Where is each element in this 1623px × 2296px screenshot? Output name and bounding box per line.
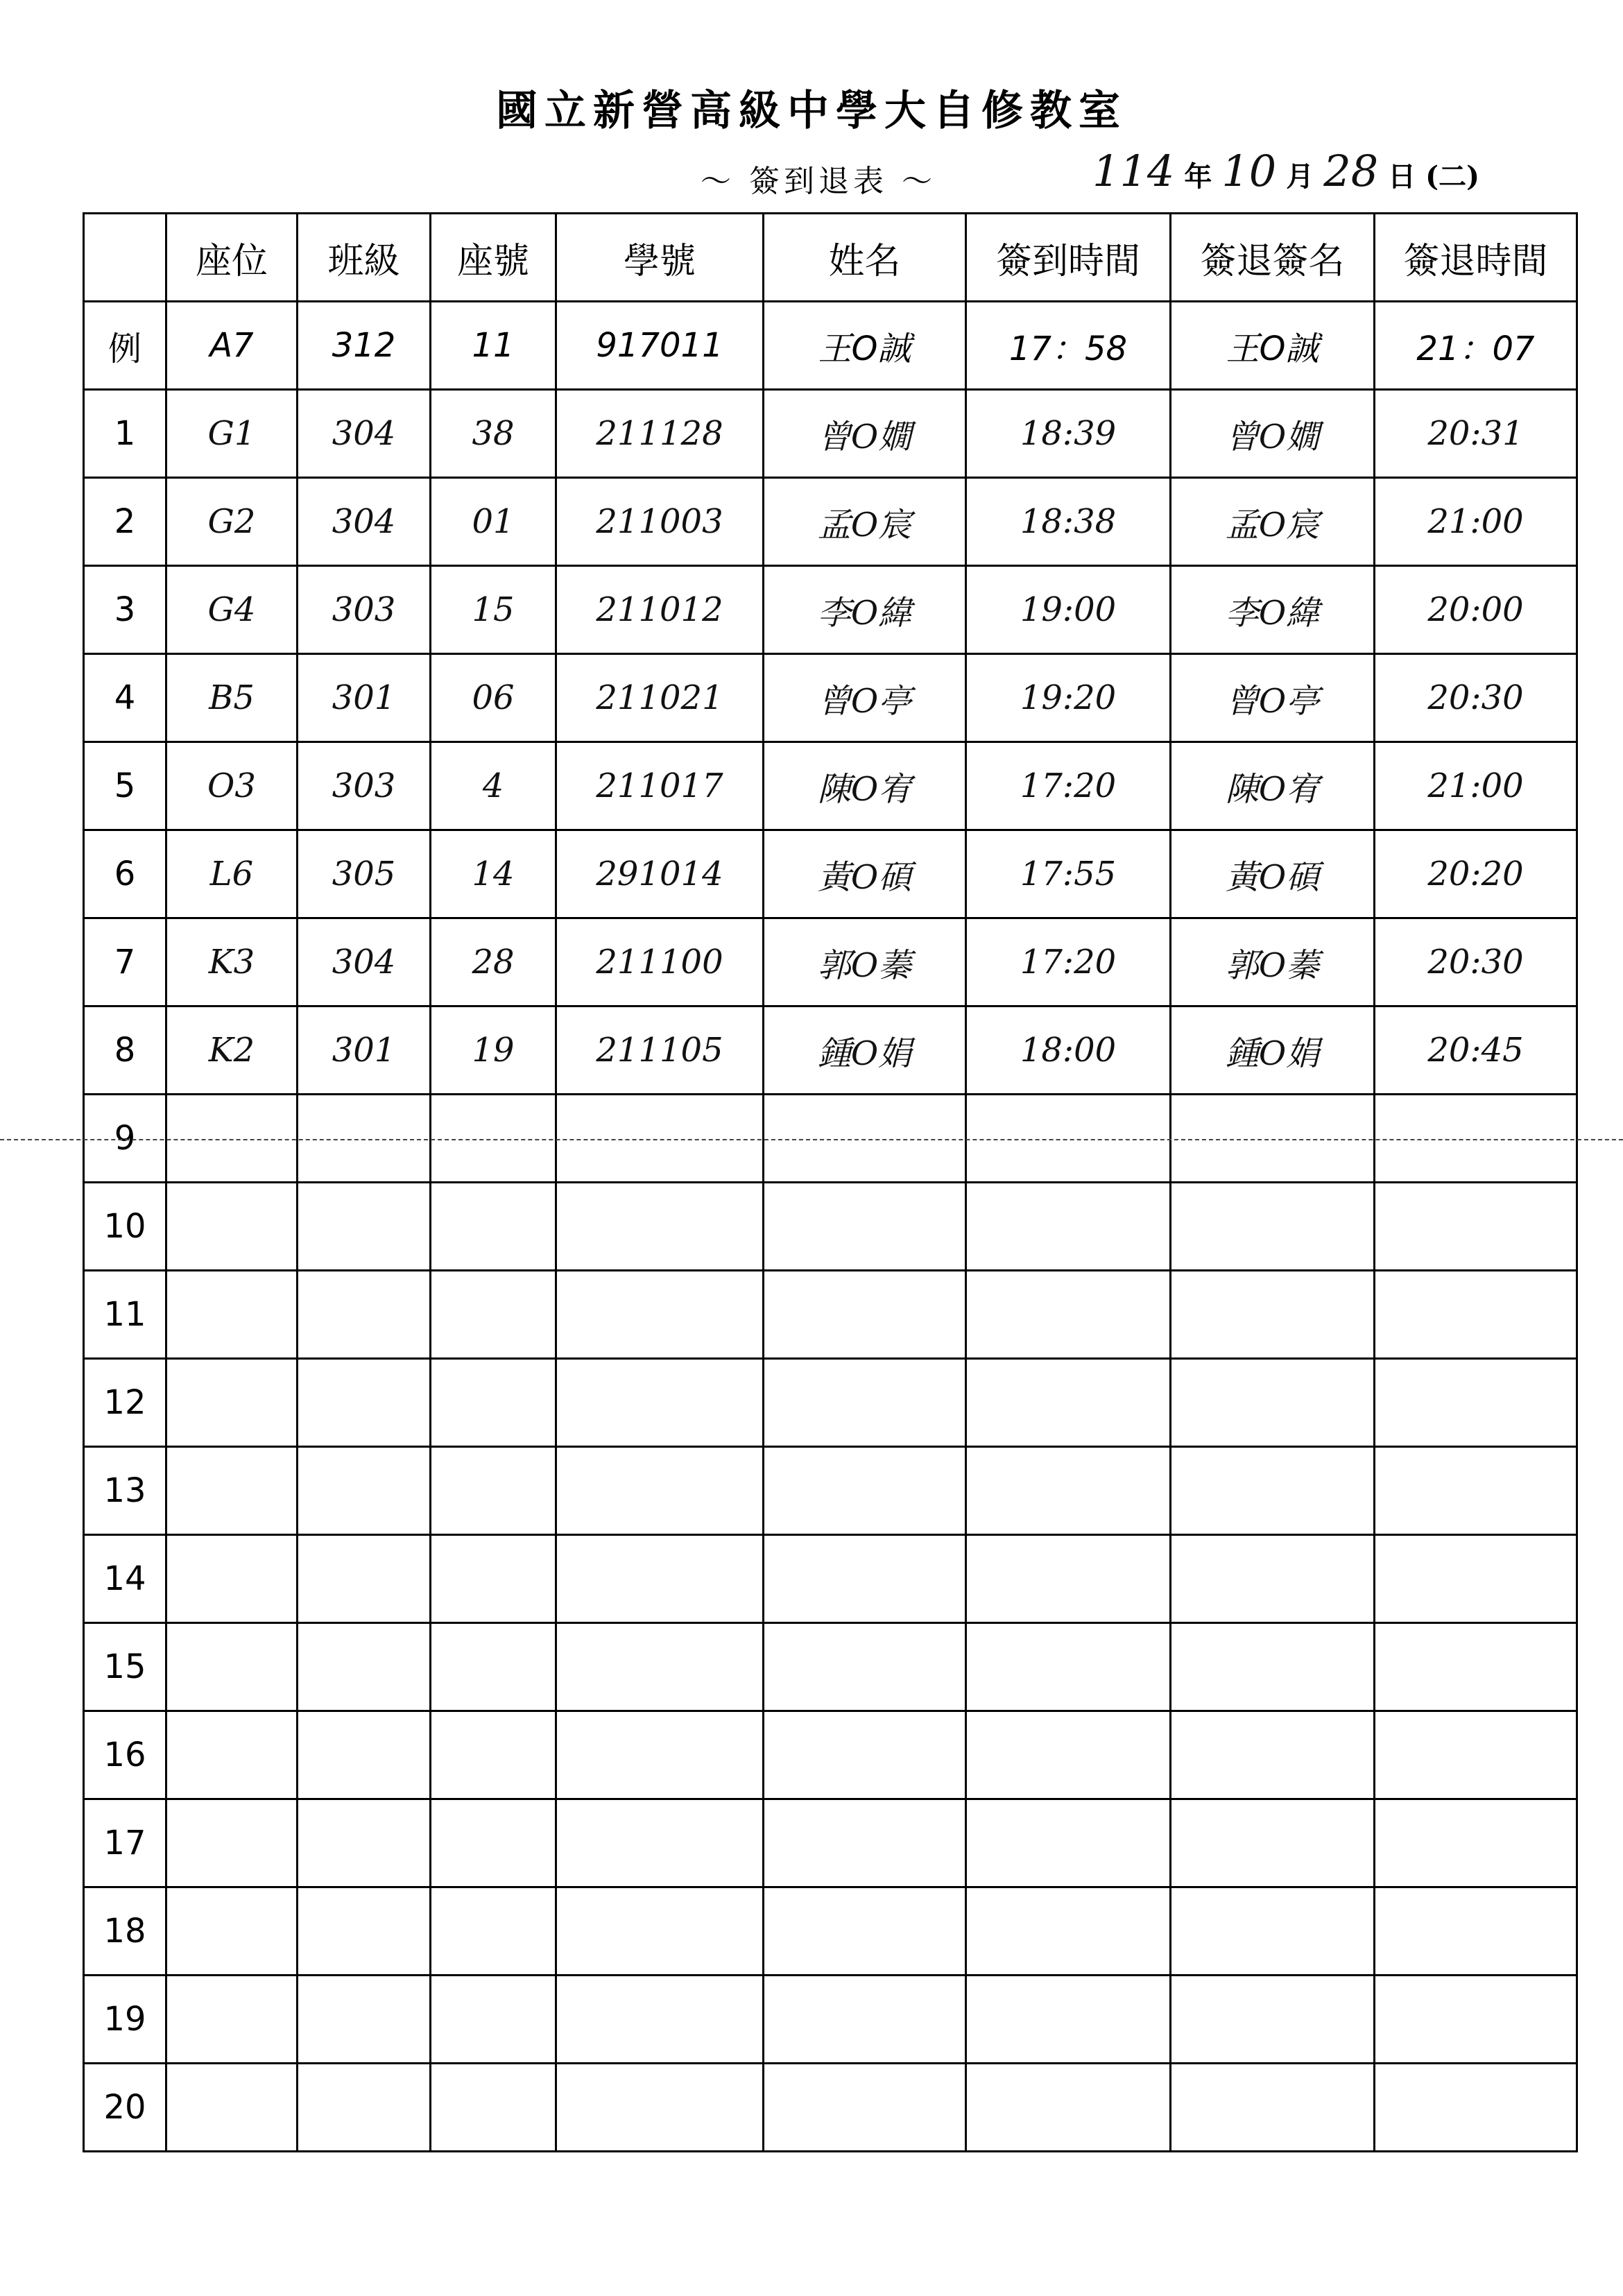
student-id-cell[interactable] <box>556 1359 764 1447</box>
row-number: 11 <box>84 1271 166 1359</box>
class-cell[interactable]: 303 <box>298 742 431 830</box>
col-header-seat: 座位 <box>166 214 298 302</box>
class-cell[interactable] <box>298 1095 431 1183</box>
student-id-cell[interactable] <box>556 1711 764 1799</box>
check-in-cell[interactable] <box>966 1183 1171 1271</box>
name-cell[interactable] <box>764 1799 966 1887</box>
name-cell[interactable] <box>764 1271 966 1359</box>
name-cell[interactable] <box>764 2064 966 2152</box>
seat-no-cell[interactable]: 28 <box>431 918 556 1006</box>
class-cell[interactable] <box>298 1976 431 2064</box>
check-in-cell[interactable] <box>966 1799 1171 1887</box>
col-header-name: 姓名 <box>764 214 966 302</box>
check-in-cell[interactable]: 17:20 <box>966 918 1171 1006</box>
checkout-signature-cell[interactable] <box>1171 1887 1375 1976</box>
row-number: 14 <box>84 1535 166 1623</box>
class-cell[interactable]: 303 <box>298 566 431 654</box>
check-out-cell[interactable] <box>1375 1535 1577 1623</box>
month-label: 月 <box>1286 160 1314 193</box>
row-number: 1 <box>84 390 166 478</box>
example-class: 312 <box>298 302 431 390</box>
class-cell[interactable] <box>298 1535 431 1623</box>
class-cell[interactable] <box>298 1623 431 1711</box>
row-number: 9 <box>84 1095 166 1183</box>
seat-cell[interactable] <box>166 1183 298 1271</box>
checkout-signature-cell[interactable] <box>1171 1183 1375 1271</box>
col-header-student-id: 學號 <box>556 214 764 302</box>
checkout-signature-cell[interactable] <box>1171 2064 1375 2152</box>
checkout-signature-cell[interactable]: 曾O嫺 <box>1171 390 1375 478</box>
seat-cell[interactable] <box>166 1711 298 1799</box>
col-header-seat-no: 座號 <box>431 214 556 302</box>
table-row <box>84 1799 1577 1887</box>
row-number: 4 <box>84 654 166 742</box>
seat-no-cell[interactable] <box>431 1271 556 1359</box>
check-in-cell[interactable] <box>966 1623 1171 1711</box>
row-number: 18 <box>84 1887 166 1976</box>
check-in-cell[interactable] <box>966 1887 1171 1976</box>
seat-no-cell[interactable]: 38 <box>431 390 556 478</box>
check-out-cell[interactable] <box>1375 1271 1577 1359</box>
class-cell[interactable] <box>298 1183 431 1271</box>
name-cell[interactable] <box>764 1976 966 2064</box>
seat-no-cell[interactable] <box>431 1887 556 1976</box>
date-year: 114 <box>1092 146 1175 196</box>
check-in-cell[interactable]: 19:00 <box>966 566 1171 654</box>
student-id-cell[interactable]: 211128 <box>556 390 764 478</box>
student-id-cell[interactable]: 211003 <box>556 478 764 566</box>
date-day: 28 <box>1323 146 1379 196</box>
check-in-cell[interactable]: 18:38 <box>966 478 1171 566</box>
check-out-cell[interactable] <box>1375 1976 1577 2064</box>
table-row <box>84 1623 1577 1711</box>
check-out-cell[interactable] <box>1375 1447 1577 1535</box>
check-out-cell[interactable] <box>1375 1887 1577 1976</box>
table-row <box>84 1006 1577 1095</box>
check-in-cell[interactable]: 19:20 <box>966 654 1171 742</box>
row-number: 8 <box>84 1006 166 1095</box>
table-row <box>84 390 1577 478</box>
table-row <box>84 1271 1577 1359</box>
seat-cell[interactable] <box>166 1799 298 1887</box>
check-in-cell[interactable] <box>966 1976 1171 2064</box>
row-number: 5 <box>84 742 166 830</box>
table-row <box>84 1887 1577 1976</box>
name-cell[interactable]: 曾O嫺 <box>764 390 966 478</box>
seat-no-cell[interactable] <box>431 1799 556 1887</box>
checkout-signature-cell[interactable] <box>1171 1711 1375 1799</box>
class-cell[interactable]: 301 <box>298 1006 431 1095</box>
class-cell[interactable] <box>298 1271 431 1359</box>
seat-cell[interactable] <box>166 1095 298 1183</box>
name-cell[interactable] <box>764 1447 966 1535</box>
class-cell[interactable] <box>298 2064 431 2152</box>
table-row <box>84 1535 1577 1623</box>
checkout-signature-cell[interactable]: 黃O碩 <box>1171 830 1375 918</box>
seat-no-cell[interactable] <box>431 1711 556 1799</box>
student-id-cell[interactable]: 211012 <box>556 566 764 654</box>
table-row <box>84 1447 1577 1535</box>
checkout-signature-cell[interactable] <box>1171 1976 1375 2064</box>
seat-no-cell[interactable]: 06 <box>431 654 556 742</box>
student-id-cell[interactable]: 211021 <box>556 654 764 742</box>
row-number: 7 <box>84 918 166 1006</box>
example-row <box>84 302 1577 390</box>
check-out-cell[interactable] <box>1375 1711 1577 1799</box>
seat-cell[interactable]: O3 <box>166 742 298 830</box>
student-id-cell[interactable] <box>556 1976 764 2064</box>
row-number: 20 <box>84 2064 166 2152</box>
check-out-cell[interactable]: 20:20 <box>1375 830 1577 918</box>
table-row <box>84 742 1577 830</box>
seat-cell[interactable] <box>166 1976 298 2064</box>
seat-no-cell[interactable] <box>431 2064 556 2152</box>
row-number: 16 <box>84 1711 166 1799</box>
page-title: 國立新營高級中學大自修教室 <box>496 87 1127 135</box>
check-out-cell[interactable] <box>1375 1095 1577 1183</box>
checkout-signature-cell[interactable]: 鍾O娟 <box>1171 1006 1375 1095</box>
class-cell[interactable] <box>298 1447 431 1535</box>
table-row <box>84 566 1577 654</box>
day-label: 日 <box>1388 160 1416 193</box>
header-row <box>84 214 1577 302</box>
name-cell[interactable] <box>764 1183 966 1271</box>
seat-no-cell[interactable] <box>431 1976 556 2064</box>
table-row <box>84 1976 1577 2064</box>
sign-in-out-table <box>83 212 1578 2152</box>
student-id-cell[interactable] <box>556 2064 764 2152</box>
row-number: 13 <box>84 1447 166 1535</box>
seat-cell[interactable]: G1 <box>166 390 298 478</box>
student-id-cell[interactable] <box>556 1887 764 1976</box>
table-row <box>84 1095 1577 1183</box>
check-in-cell[interactable] <box>966 1271 1171 1359</box>
check-in-cell[interactable] <box>966 1447 1171 1535</box>
student-id-cell[interactable] <box>556 1535 764 1623</box>
check-out-cell[interactable]: 20:31 <box>1375 390 1577 478</box>
check-out-cell[interactable] <box>1375 2064 1577 2152</box>
example-student-id: 917011 <box>556 302 764 390</box>
student-id-cell[interactable] <box>556 1623 764 1711</box>
row-number: 2 <box>84 478 166 566</box>
date-line <box>1092 146 1479 196</box>
seat-no-cell[interactable] <box>431 1095 556 1183</box>
check-out-cell[interactable] <box>1375 1359 1577 1447</box>
col-header-check-out-time: 簽退時間 <box>1375 214 1577 302</box>
year-label: 年 <box>1184 160 1212 193</box>
check-in-cell[interactable] <box>966 1095 1171 1183</box>
example-check-out: 21：07 <box>1375 302 1577 390</box>
check-out-cell[interactable] <box>1375 1183 1577 1271</box>
name-cell[interactable]: 郭O蓁 <box>764 918 966 1006</box>
seat-cell[interactable]: L6 <box>166 830 298 918</box>
seat-no-cell[interactable] <box>431 1535 556 1623</box>
check-in-cell[interactable]: 18:00 <box>966 1006 1171 1095</box>
check-out-cell[interactable]: 20:45 <box>1375 1006 1577 1095</box>
student-id-cell[interactable]: 291014 <box>556 830 764 918</box>
class-cell[interactable] <box>298 1799 431 1887</box>
class-cell[interactable]: 304 <box>298 390 431 478</box>
seat-cell[interactable] <box>166 1271 298 1359</box>
seat-cell[interactable] <box>166 1887 298 1976</box>
seat-cell[interactable]: B5 <box>166 654 298 742</box>
seat-no-cell[interactable]: 19 <box>431 1006 556 1095</box>
table-row <box>84 2064 1577 2152</box>
seat-no-cell[interactable] <box>431 1623 556 1711</box>
name-cell[interactable] <box>764 1623 966 1711</box>
col-header-class: 班級 <box>298 214 431 302</box>
class-cell[interactable] <box>298 1711 431 1799</box>
name-cell[interactable]: 鍾O娟 <box>764 1006 966 1095</box>
name-cell[interactable]: 李O緯 <box>764 566 966 654</box>
example-name: 王O誠 <box>764 302 966 390</box>
name-cell[interactable]: 孟O宸 <box>764 478 966 566</box>
row-number: 17 <box>84 1799 166 1887</box>
student-id-cell[interactable] <box>556 1183 764 1271</box>
seat-cell[interactable] <box>166 1447 298 1535</box>
row-number: 19 <box>84 1976 166 2064</box>
seat-no-cell[interactable]: 01 <box>431 478 556 566</box>
checkout-signature-cell[interactable]: 李O緯 <box>1171 566 1375 654</box>
class-cell[interactable]: 304 <box>298 918 431 1006</box>
class-cell[interactable] <box>298 1887 431 1976</box>
name-cell[interactable] <box>764 1711 966 1799</box>
name-cell[interactable] <box>764 1095 966 1183</box>
fold-line <box>0 1139 1623 1140</box>
checkout-signature-cell[interactable] <box>1171 1799 1375 1887</box>
row-number: 6 <box>84 830 166 918</box>
seat-no-cell[interactable] <box>431 1359 556 1447</box>
check-in-cell[interactable]: 17:20 <box>966 742 1171 830</box>
check-out-cell[interactable]: 20:30 <box>1375 918 1577 1006</box>
seat-cell[interactable]: K2 <box>166 1006 298 1095</box>
seat-cell[interactable] <box>166 1623 298 1711</box>
name-cell[interactable] <box>764 1887 966 1976</box>
class-cell[interactable]: 301 <box>298 654 431 742</box>
student-id-cell[interactable]: 211017 <box>556 742 764 830</box>
seat-no-cell[interactable] <box>431 1183 556 1271</box>
check-out-cell[interactable]: 20:00 <box>1375 566 1577 654</box>
check-out-cell[interactable]: 21:00 <box>1375 478 1577 566</box>
seat-cell[interactable] <box>166 2064 298 2152</box>
table-row <box>84 1359 1577 1447</box>
check-in-cell[interactable] <box>966 2064 1171 2152</box>
example-checkout-signature: 王O誠 <box>1171 302 1375 390</box>
checkout-signature-cell[interactable] <box>1171 1447 1375 1535</box>
checkout-signature-cell[interactable] <box>1171 1095 1375 1183</box>
row-number: 10 <box>84 1183 166 1271</box>
seat-no-cell[interactable]: 15 <box>431 566 556 654</box>
name-cell[interactable]: 曾O亭 <box>764 654 966 742</box>
checkout-signature-cell[interactable] <box>1171 1535 1375 1623</box>
check-in-cell[interactable] <box>966 1359 1171 1447</box>
table-row <box>84 830 1577 918</box>
seat-cell[interactable] <box>166 1535 298 1623</box>
example-seat-no: 11 <box>431 302 556 390</box>
col-header-index <box>84 214 166 302</box>
table-row <box>84 1711 1577 1799</box>
col-header-check-in-time: 簽到時間 <box>966 214 1171 302</box>
name-cell[interactable]: 陳O宥 <box>764 742 966 830</box>
student-id-cell[interactable]: 211105 <box>556 1006 764 1095</box>
check-in-cell[interactable]: 17:55 <box>966 830 1171 918</box>
table-row <box>84 654 1577 742</box>
date-month: 10 <box>1221 146 1277 196</box>
student-id-cell[interactable] <box>556 1447 764 1535</box>
class-cell[interactable]: 305 <box>298 830 431 918</box>
row-number: 3 <box>84 566 166 654</box>
row-number: 15 <box>84 1623 166 1711</box>
seat-cell[interactable] <box>166 1359 298 1447</box>
check-in-cell[interactable] <box>966 1711 1171 1799</box>
student-id-cell[interactable]: 211100 <box>556 918 764 1006</box>
class-cell[interactable] <box>298 1359 431 1447</box>
col-header-checkout-signature: 簽退簽名 <box>1171 214 1375 302</box>
check-in-cell[interactable]: 18:39 <box>966 390 1171 478</box>
check-in-cell[interactable] <box>966 1535 1171 1623</box>
seat-cell[interactable]: G2 <box>166 478 298 566</box>
checkout-signature-cell[interactable]: 陳O宥 <box>1171 742 1375 830</box>
name-cell[interactable]: 黃O碩 <box>764 830 966 918</box>
check-out-cell[interactable]: 20:30 <box>1375 654 1577 742</box>
form-subtitle: ～ 簽到退表 ～ <box>701 164 936 199</box>
seat-cell[interactable]: K3 <box>166 918 298 1006</box>
table-row <box>84 918 1577 1006</box>
seat-no-cell[interactable] <box>431 1447 556 1535</box>
checkout-signature-cell[interactable] <box>1171 1271 1375 1359</box>
row-number: 12 <box>84 1359 166 1447</box>
name-cell[interactable] <box>764 1535 966 1623</box>
table-row <box>84 1183 1577 1271</box>
checkout-signature-cell[interactable]: 曾O亭 <box>1171 654 1375 742</box>
check-out-cell[interactable] <box>1375 1799 1577 1887</box>
example-label: 例 <box>84 302 166 390</box>
date-weekday: (二) <box>1425 160 1480 193</box>
table-row <box>84 478 1577 566</box>
checkout-signature-cell[interactable] <box>1171 1359 1375 1447</box>
seat-cell[interactable]: G4 <box>166 566 298 654</box>
checkout-signature-cell[interactable] <box>1171 1623 1375 1711</box>
check-out-cell[interactable]: 21:00 <box>1375 742 1577 830</box>
class-cell[interactable]: 304 <box>298 478 431 566</box>
checkout-signature-cell[interactable]: 孟O宸 <box>1171 478 1375 566</box>
seat-no-cell[interactable]: 14 <box>431 830 556 918</box>
seat-no-cell[interactable]: 4 <box>431 742 556 830</box>
student-id-cell[interactable] <box>556 1799 764 1887</box>
example-seat: A7 <box>166 302 298 390</box>
name-cell[interactable] <box>764 1359 966 1447</box>
student-id-cell[interactable] <box>556 1095 764 1183</box>
checkout-signature-cell[interactable]: 郭O蓁 <box>1171 918 1375 1006</box>
check-out-cell[interactable] <box>1375 1623 1577 1711</box>
student-id-cell[interactable] <box>556 1271 764 1359</box>
example-check-in: 17：58 <box>966 302 1171 390</box>
